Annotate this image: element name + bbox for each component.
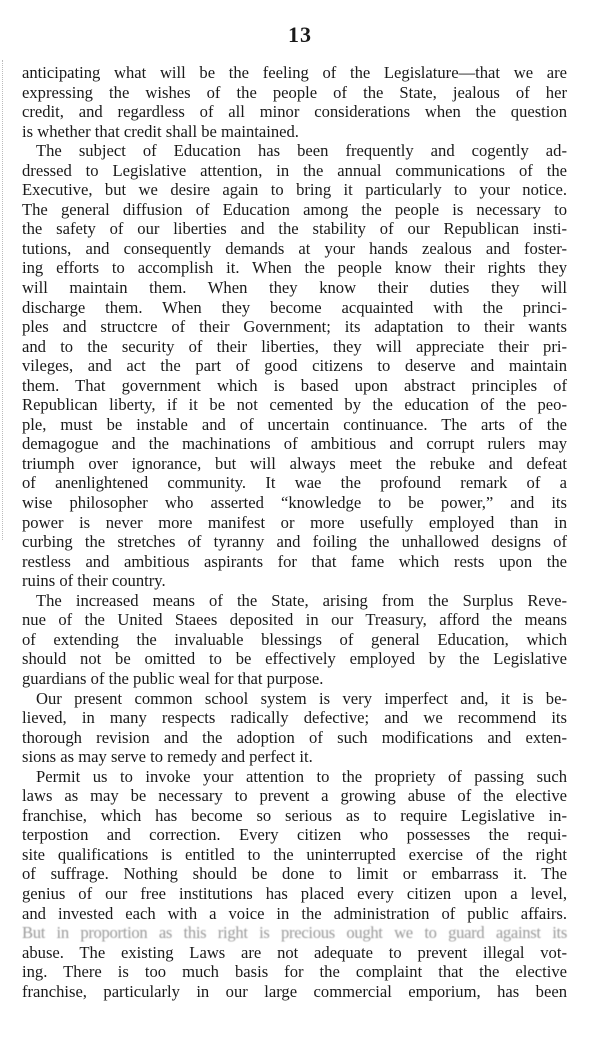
text-line: ing efforts to accomplish it. When the people know their rights they xyxy=(22,258,567,278)
text-line: wise philosopher who asserted “knowledge to be power,” and its xyxy=(22,493,567,513)
text-line: The increased means of the State, arising from the Surplus Reve- xyxy=(36,590,567,610)
text-line: the safety of our liberties and the stability of our Republican insti- xyxy=(22,219,567,239)
text-line: curbing the stretches of tyranny and foiling the unhallowed designs of xyxy=(22,532,567,552)
text-line: abuse. The existing Laws are not adequate to prevent illegal vot- xyxy=(22,942,567,962)
text-line: site qualifications is entitled to the uninterrupted exercise of the right xyxy=(22,844,567,864)
text-line: of suffrage. Nothing should be done to limit or embarrass it. The xyxy=(22,864,567,884)
text-line: Republican liberty, if it be not cemented by the education of the peo- xyxy=(22,395,567,415)
text-line: franchise, which has become so serious as to require Legislative in- xyxy=(22,805,567,825)
paragraph xyxy=(22,591,567,689)
text-line: them. That government which is based upon abstract principles of xyxy=(22,375,567,395)
text-line: should not be omitted to be effectively employed by the Legislative xyxy=(22,649,567,669)
scan-margin-marks xyxy=(2,60,9,540)
body-text xyxy=(22,63,567,1001)
text-line: nue of the United Staees deposited in our Treasury, afford the means xyxy=(22,610,567,630)
text-line: discharge them. When they become acquainted with the princi- xyxy=(22,297,567,317)
text-line: thorough revision and the adoption of such modifications and exten- xyxy=(22,727,567,747)
text-line: laws as may be necessary to prevent a growing abuse of the elective xyxy=(22,786,567,806)
text-line: dressed to Legislative attention, in the annual communications of the xyxy=(22,160,567,180)
text-line: triumph over ignorance, but will always meet the rebuke and defeat xyxy=(22,453,567,473)
text-line: credit, and regardless of all minor considerations when the question xyxy=(22,102,567,122)
paragraph xyxy=(22,767,567,1002)
text-line: Permit us to invoke your attention to the propriety of passing such xyxy=(36,766,567,786)
text-line: expressing the wishes of the people of the State, jealous of her xyxy=(22,82,567,102)
text-line: is whether that credit shall be maintained. xyxy=(22,121,299,141)
paragraph xyxy=(22,689,567,767)
paragraph xyxy=(22,141,567,591)
text-line: tutions, and consequently demands at your hands zealous and foster- xyxy=(22,238,567,258)
page-number: 13 xyxy=(288,22,312,47)
text-line: But in proportion as this right is precious ought we to guard against its xyxy=(22,923,567,943)
text-line: restless and ambitious aspirants for that fame which rests upon the xyxy=(22,551,567,571)
text-line: genius of our free institutions has placed every citizen upon a level, xyxy=(22,883,567,903)
text-line: and invested each with a voice in the administration of public affairs. xyxy=(22,903,567,923)
text-line: power is never more manifest or more usefully employed than in xyxy=(22,512,567,532)
text-line: demagogue and the machinations of ambitious and corrupt rulers may xyxy=(22,434,567,454)
text-line: anticipating what will be the feeling of the Legislature—that we are xyxy=(22,63,567,82)
text-line: and to the security of their liberties, they will appreciate their pri- xyxy=(22,336,567,356)
text-line: guardians of the public weal for that purpose. xyxy=(22,668,324,688)
text-line: of extending the invaluable blessings of general Education, which xyxy=(22,629,567,649)
text-line: lieved, in many respects radically defective; and we recommend its xyxy=(22,708,567,728)
text-line: franchise, particularly in our large commercial emporium, has been xyxy=(22,981,567,1001)
paragraph xyxy=(22,63,567,141)
text-line: will maintain them. When they know their duties they will xyxy=(22,278,567,298)
text-line: Our present common school system is very imperfect and, it is be- xyxy=(36,688,567,708)
text-line: ruins of their country. xyxy=(22,571,166,591)
text-line: ing. There is too much basis for the complaint that the elective xyxy=(22,962,567,982)
text-line: ple, must be instable and of uncertain continuance. The arts of the xyxy=(22,414,567,434)
text-line: of anenlightened community. It wae the profound remark of a xyxy=(22,473,567,493)
text-line: The general diffusion of Education among the people is necessary to xyxy=(22,199,567,219)
text-line: ples and structcre of their Government; its adaptation to their wants xyxy=(22,317,567,337)
text-line: terpostion and correction. Every citizen who possesses the requi- xyxy=(22,825,567,845)
text-line: vileges, and act the part of good citizens to deserve and maintain xyxy=(22,356,567,376)
text-line: Executive, but we desire again to bring it particularly to your notice. xyxy=(22,180,567,200)
text-line: The subject of Education has been frequently and cogently ad- xyxy=(36,141,567,161)
text-line: sions as may serve to remedy and perfect it. xyxy=(22,747,313,767)
